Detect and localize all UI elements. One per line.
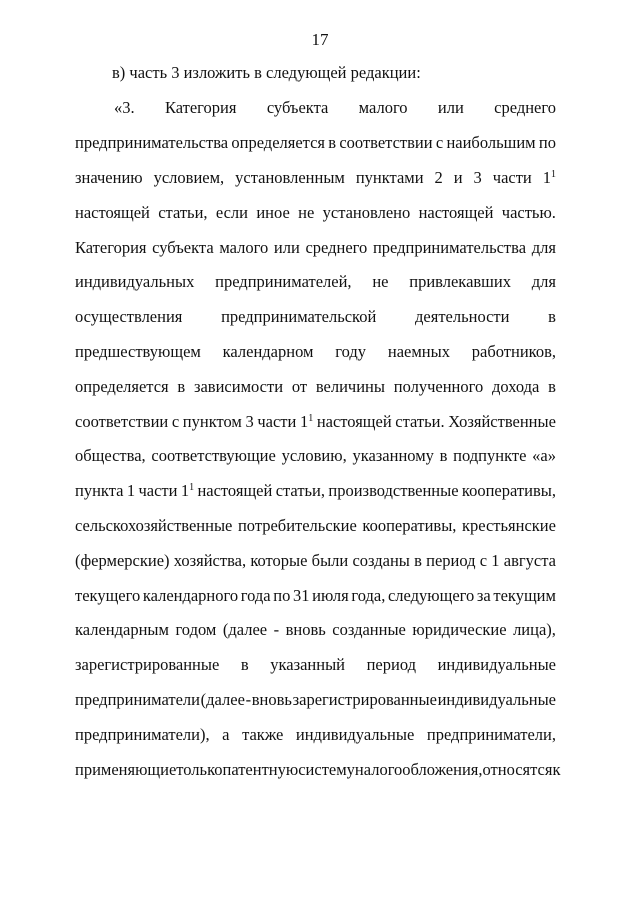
word: текущим [493,585,556,605]
word: - [245,689,252,709]
word: следующего [387,585,475,605]
word: с [435,133,444,153]
word: 3 [473,167,482,187]
word: пунктом [182,411,242,431]
word: общества, [75,446,146,466]
text-line [75,613,556,648]
word: Категория [75,237,147,257]
word: или [437,98,464,118]
text-line [75,91,556,126]
word: указанный [270,655,346,675]
word: вновь [251,689,292,709]
text-line [75,648,556,683]
text-line [75,474,556,509]
word: и [453,167,463,187]
word: или [273,237,300,257]
word: настоящей [418,202,494,222]
word: предпринимательства [372,237,527,257]
word: зарегистрированные [75,655,220,675]
word: а [222,724,230,744]
word: в [240,655,249,675]
superscript-one: 1 [308,412,314,424]
word: по [273,585,291,605]
word: 1 [491,550,500,570]
text-line [75,369,556,404]
page-number: 17 [311,30,329,49]
word: предпринимательской [221,307,377,327]
word: предпринимателей, [215,272,352,292]
word: в [414,550,422,570]
text-line [75,578,556,613]
word: условием, [153,167,225,187]
word: календарным [75,620,169,640]
word: году [335,341,367,361]
text-line [75,265,556,300]
word: $1^1$ [299,411,314,431]
word: относятся [482,759,553,779]
word: соответствующие [151,446,276,466]
word: в [548,307,556,327]
word: календарном [222,341,314,361]
text-line [75,683,556,718]
word: малого [358,98,408,118]
word: (фермерские) [75,550,170,570]
word: среднего [305,237,368,257]
word: Категория [164,98,237,118]
word: установлено [322,202,411,222]
word: период [366,655,416,675]
word: для [531,237,556,257]
word: «а» [532,446,556,466]
word: статьи, [275,481,326,501]
word: осуществления [75,307,183,327]
word: крестьянские [461,515,556,535]
word: зависимости [193,376,284,396]
text-line [75,161,556,196]
word: предприниматели [75,689,200,709]
word: субъекта [266,98,329,118]
word: указанному [352,446,434,466]
word: установленным [235,167,345,187]
word: 2 [434,167,443,187]
word: 31 [293,585,310,605]
text-line [75,230,556,265]
word: за [476,585,491,605]
word: июля [312,585,349,605]
word: к [552,759,561,779]
word: августа [503,550,556,570]
word: годом [175,620,217,640]
word: хозяйства, [173,550,247,570]
word: с [479,550,488,570]
word: потребительские [237,515,357,535]
word: предшествующем [75,341,201,361]
word: соответствии [75,411,169,431]
word: условию, [281,446,347,466]
word: применяющие [75,759,177,779]
article-body-text [75,91,561,787]
word: в [439,446,448,466]
text-line [75,195,556,230]
word: субъекта [152,237,214,257]
word: сельскохозяйственные [75,515,233,535]
word: кооперативы, [362,515,457,535]
word: от [291,376,308,396]
word: зарегистрированные [292,689,437,709]
text-line [75,300,556,335]
word: деятельности [415,307,510,327]
word: только [176,759,223,779]
word: (далее [222,620,268,640]
text-line [75,509,556,544]
text-line [75,126,556,161]
word: пунктами [355,167,424,187]
word: - [273,620,280,640]
word: настоящей [75,202,150,222]
word: иное [256,202,290,222]
word: малого [219,237,269,257]
word: вновь [285,620,326,640]
word: если [215,202,248,222]
word: подпункте [453,446,527,466]
word: индивидуальные [437,689,556,709]
word: наибольшим [446,133,536,153]
word: $1^1$ [180,481,195,501]
word: пункта [75,481,124,501]
word: юридические [412,620,507,640]
word: по [538,133,556,153]
word: лица), [513,620,556,640]
word: соответствии [339,133,433,153]
word: части [138,481,178,501]
word: частью. [501,202,556,222]
word: в [328,133,337,153]
word: которые [250,550,308,570]
word: в [177,376,186,396]
word: настоящей [197,481,273,501]
word: части [257,411,297,431]
word: Хозяйственные [448,411,556,431]
word: не [298,202,315,222]
text-line [75,335,556,370]
word: предприниматели), [75,724,210,744]
text-line [75,404,556,439]
word: предпринимательства [75,133,229,153]
text-line [75,717,556,752]
word: привлекавших [409,272,511,292]
word: дохода [492,376,540,396]
word: определяется [231,133,326,153]
word: года [240,585,271,605]
word: период [426,550,476,570]
word: 1 [126,481,136,501]
word: среднего [494,98,556,118]
word: статьи, [158,202,208,222]
superscript-one: 1 [550,168,556,180]
intro-paragraph: в) часть 3 изложить в следующей редакции: [112,63,421,82]
word: производственные [328,481,459,501]
word: календарного [142,585,239,605]
word: полученного [393,376,484,396]
word: также [242,724,284,744]
word: в [548,376,556,396]
word: с [171,411,180,431]
superscript-one: 1 [189,482,195,494]
word: текущего [75,585,141,605]
word: величины [315,376,385,396]
word: значению [75,167,143,187]
text-line [75,439,556,474]
word: части [492,167,532,187]
word: 3 [245,411,254,431]
word: созданные [332,620,406,640]
word: налогообложения, [354,759,483,779]
word: патентную [222,759,299,779]
text-line [75,543,556,578]
word: кооперативы, [461,481,556,501]
word: индивидуальные [295,724,415,744]
word: «3. [114,98,135,118]
word: года, [351,585,386,605]
word: $1^1$ [542,167,556,187]
word: настоящей [316,411,392,431]
word: для [531,272,556,292]
word: индивидуальные [437,655,556,675]
word: созданы [352,550,410,570]
word: определяется [75,376,169,396]
word: систему [298,759,355,779]
word: были [311,550,349,570]
text-line [75,752,561,787]
word: (далее [200,689,245,709]
word: индивидуальных [75,272,195,292]
word: предприниматели, [426,724,556,744]
word: работников, [471,341,556,361]
word: наемных [387,341,450,361]
word: не [372,272,389,292]
word: статьи. [395,411,445,431]
